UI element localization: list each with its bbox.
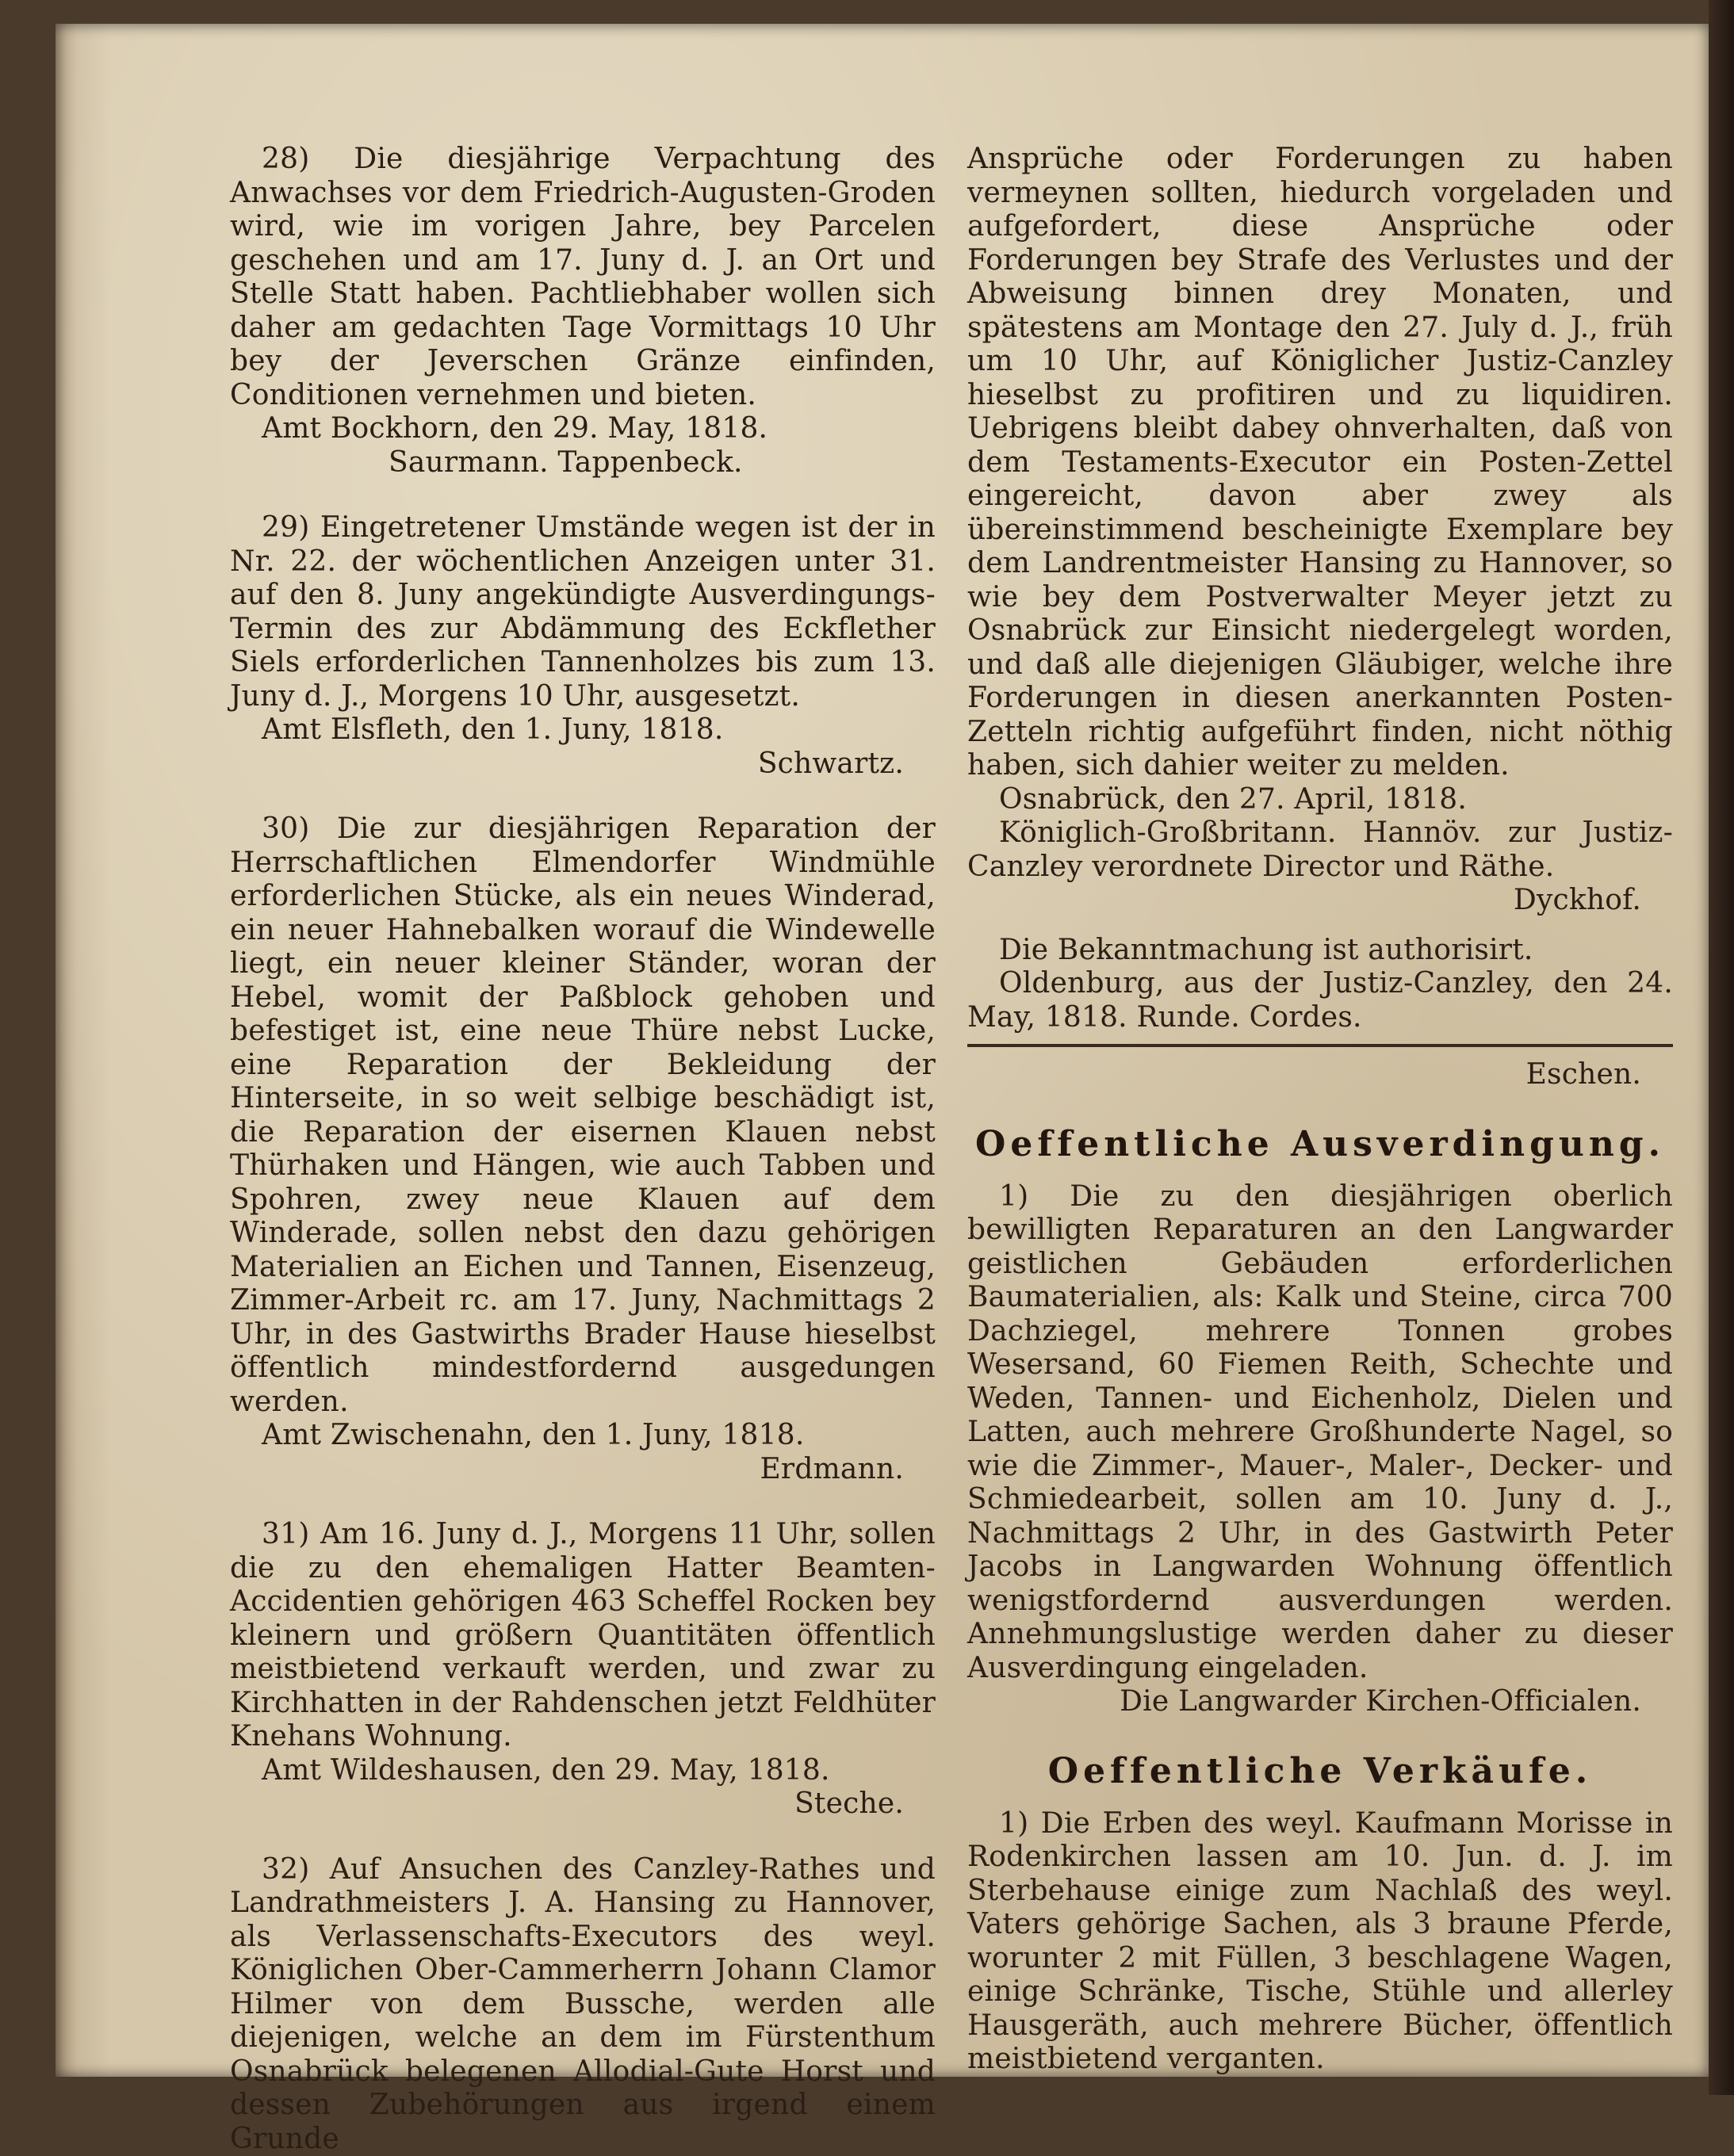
right-column-notices [967, 143, 1673, 1034]
left-column [230, 143, 936, 2156]
book-spine [1709, 0, 1734, 2095]
notice-paragraph: Oldenburg, aus der Justiz-Canzley, den 24. May, 1818. Runde. Cordes. [967, 967, 1673, 1034]
dateline: Amt Zwischenahn, den 1. Juny, 1818. [230, 1419, 936, 1453]
dateline: Amt Bockhorn, den 29. May, 1818. [230, 412, 936, 446]
dateline: Osnabrück, den 27. April, 1818. [967, 783, 1673, 817]
spacer [230, 1822, 936, 1853]
right-column [967, 143, 1673, 2077]
separator-rule [967, 1044, 1673, 1047]
section-title-verkaeufe: Oeffentliche Verkäufe. [967, 1751, 1673, 1791]
spacer [230, 480, 936, 511]
dateline: Amt Wildeshausen, den 29. May, 1818. [230, 1754, 936, 1788]
dateline: Die Bekanntmachung ist authorisirt. [967, 934, 1673, 968]
signature: Dyckhof. [967, 884, 1673, 918]
signature: Saurmann. Tappenbeck. [230, 446, 936, 480]
notice-paragraph: 1) Die zu den diesjährigen oberlich bewilligten Reparaturen an den Langwarder geistlichen Gebäuden erforderlichen Baumaterialien, als: Kalk und Steine, circa 700 Dachziegel, mehrere Tonnen grobes Wesersand, 60 Fiemen Reith, Schechte und Weden, Tannen- und Eichenholz, Dielen und Latten, auch mehrere Großhunderte Nagel, so wie die Zimmer-, Mauer-, Maler-, Decker- und Schmiedearbeit, sollen am 10. Juny d. J., Nachmittags 2 Uhr, in des Gastwirth Peter Jacobs in Langwarden Wohnung öffentlich wenigstfordernd ausverdungen werden. Annehmungslustige werden daher zu dieser Ausverdingung eingeladen. [967, 1180, 1673, 1686]
notice-paragraph: 1) Die Erben des weyl. Kaufmann Morisse in Rodenkirchen lassen am 10. Jun. d. J. im Sterbehause einige zum Nachlaß des weyl. Vaters gehörige Sachen, als 3 braune Pferde, worunter 2 mit Füllen, 3 beschlagene Wagen, einige Schränke, Tische, Stühle und allerley Hausgeräth, auch mehrere Bücher, öffentlich meistbietend verganten. [967, 1807, 1673, 2077]
notice-paragraph: 29) Eingetretener Umstände wegen ist der in Nr. 22. der wöchentlichen Anzeigen unter 31. auf den 8. Juny angekündigte Ausverdingungs-Termin des zur Abdämmung des Eckflether Siels erforderlichen Tannenholzes bis zum 13. Juny d. J., Morgens 10 Uhr, ausgesetzt. [230, 511, 936, 713]
notice-paragraph: 32) Auf Ansuchen des Canzley-Rathes und Landrathmeisters J. A. Hansing zu Hannover, als Verlassenschafts-Executors des weyl. Königlichen Ober-Cammerherrn Johann Clamor Hilmer von dem Bussche, werden alle diejenigen, welche an dem im Fürstenthum Osnabrück belegenen Allodial-Gute Horst und dessen Zubehörungen aus irgend einem Grunde [230, 1853, 936, 2156]
notice-paragraph: Ansprüche oder Forderungen zu haben vermeynen sollten, hiedurch vorgeladen und aufgefordert, diese Ansprüche oder Forderungen bey Strafe des Verlustes und der Abweisung binnen drey Monaten, und spätestens am Montage den 27. July d. J., früh um 10 Uhr, auf Königlicher Justiz-Canzley hieselbst zu profitiren und zu liquidiren. Uebrigens bleibt dabey ohnverhalten, daß von dem Testaments-Executor ein Posten-Zettel eingereicht, davon aber zwey als übereinstimmend bescheinigte Exemplare bey dem Landrentmeister Hansing zu Hannover, so wie bey dem Postverwalter Meyer jetzt zu Osnabrück zur Einsicht niedergelegt worden, und daß alle diejenigen Gläubiger, welche ihre Forderungen in diesen anerkannten Posten-Zetteln richtig aufgeführt finden, nicht nöthig haben, sich dahier weiter zu melden. [967, 143, 1673, 783]
signature: Erdmann. [230, 1453, 936, 1487]
signature: Die Langwarder Kirchen-Officialen. [967, 1685, 1673, 1719]
newspaper-page [230, 143, 1673, 1997]
spacer [230, 781, 936, 812]
spacer [230, 1486, 936, 1518]
spacer [967, 918, 1673, 934]
section-verkaeufe-body [967, 1807, 1673, 2077]
signature: Schwartz. [230, 747, 936, 782]
notice-paragraph: 30) Die zur diesjährigen Reparation der Herrschaftlichen Elmendorfer Windmühle erforderlichen Stücke, als ein neues Winderad, ein neuer Hahnebalken worauf die Windewelle liegt, ein neuer kleiner Ständer, woran der Hebel, womit der Paßblock gehoben und befestiget ist, eine neue Thüre nebst Lucke, eine Reparation der Bekleidung der Hinterseite, in so weit selbige beschädigt ist, die Reparation der eisernen Klauen nebst Thürhaken und Hängen, wie auch Tabben und Spohren, zwey neue Klauen auf dem Winderade, sollen nebst den dazu gehörigen Materialien an Eichen und Tannen, Eisenzeug, Zimmer-Arbeit rc. am 17. Juny, Nachmittags 2 Uhr, in des Gastwirths Brader Hause hieselbst öffentlich mindestfordernd ausgedungen werden. [230, 812, 936, 1419]
notice-paragraph: 28) Die diesjährige Verpachtung des Anwachses vor dem Friedrich-Augusten-Groden wird, wie im vorigen Jahre, bey Parcelen geschehen und am 17. Juny d. J. an Ort und Stelle Statt haben. Pachtliebhaber wollen sich daher am gedachten Tage Vormittags 10 Uhr bey der Jeverschen Gränze einfinden, Conditionen vernehmen und bieten. [230, 143, 936, 412]
section-ausverdingung-body [967, 1180, 1673, 1719]
signature: Steche. [230, 1787, 936, 1822]
signature-eschen: Eschen. [967, 1058, 1673, 1092]
dateline: Amt Elsfleth, den 1. Juny, 1818. [230, 713, 936, 747]
section-title-ausverdingung: Oeffentliche Ausverdingung. [967, 1124, 1673, 1164]
notice-paragraph: Königlich-Großbritann. Hannöv. zur Justiz-Canzley verordnete Director und Räthe. [967, 816, 1673, 884]
notice-paragraph: 31) Am 16. Juny d. J., Morgens 11 Uhr, sollen die zu den ehemaligen Hatter Beamten-Accidentien gehörigen 463 Scheffel Rocken bey kleinern und größern Quantitäten öffentlich meistbietend verkauft werden, und zwar zu Kirchhatten in der Rahdenschen jetzt Feldhüter Knehans Wohnung. [230, 1518, 936, 1754]
